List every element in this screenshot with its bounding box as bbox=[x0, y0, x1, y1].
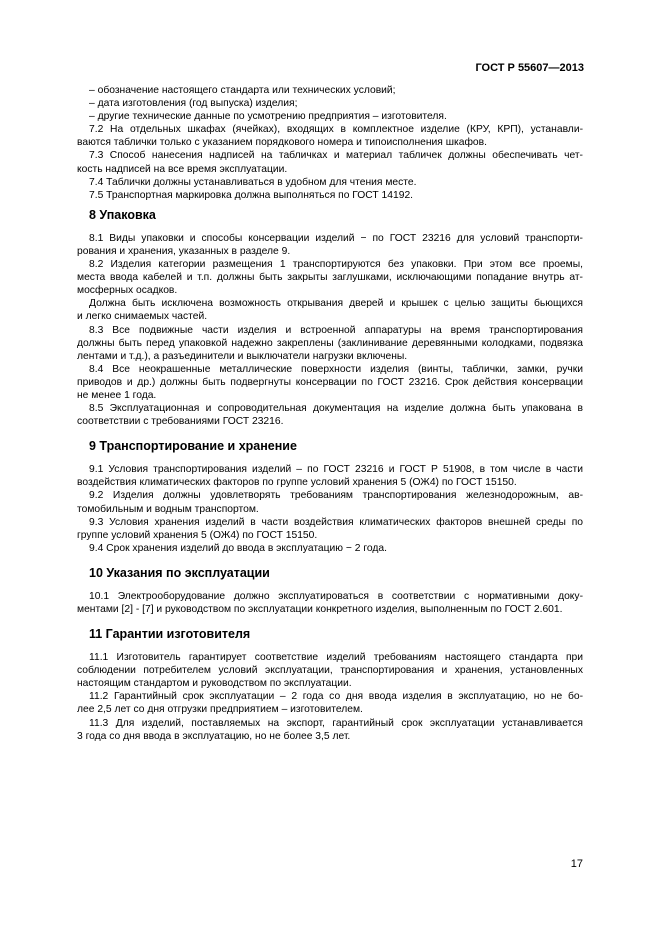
paragraph-11-3: 11.3 Для изделий, поставляемых на экспорт, гарантийный срок эксплуатации устанавливается 3 года со дня ввода в эксплуатацию, но не более 3,5 лет. bbox=[77, 717, 583, 742]
list-item: – дата изготовления (год выпуска) изделия; bbox=[89, 98, 298, 110]
paragraph-9-3: 9.3 Условия хранения изделий в части воздействия климатических факторов внешней среды по группе условий хранения 5 (ОЖ4) по ГОСТ 15150. bbox=[77, 516, 583, 541]
paragraph-10-1: 10.1 Электрооборудование должно эксплуатироваться в соответствии с нормативными доку- ментами [2] - [7] и руководством по эксплуатации конкретного изделия, выполненным по ГОСТ 2.601. bbox=[77, 590, 583, 615]
paragraph-9-4: 9.4 Срок хранения изделий до ввода в эксплуатацию − 2 года. bbox=[89, 542, 387, 554]
page-number: 17 bbox=[570, 858, 583, 870]
list-item: – обозначение настоящего стандарта или технических условий; bbox=[89, 85, 396, 96]
section-heading-11: 11 Гарантии изготовителя bbox=[89, 627, 251, 642]
paragraph-7-3: 7.3 Способ нанесения надписей на табличках и материал табличек должны обеспечивать чет- кость надписей на все время эксплуатации. bbox=[77, 150, 583, 175]
paragraph-9-2: 9.2 Изделия должны удовлетворять требованиям транспортирования железнодорожным, ав- томобильным и водным транспортом. bbox=[77, 490, 583, 515]
paragraph-8-2: 8.2 Изделия категории размещения 1 транспортируются без упаковки. При этом все проемы, места ввода кабелей и т.п. должны быть закрыты заглушками, исключающими попадание внутрь ат- мосферных осадков. bbox=[77, 259, 583, 297]
paragraph-8-2-continued: Должна быть исключена возможность открывания дверей и крышек с целью защиты бьющихся и легко снимаемых частей. bbox=[77, 298, 583, 323]
paragraph-7-4: 7.4 Таблички должны устанавливаться в удобном для чтения месте. bbox=[89, 176, 417, 188]
standard-id: ГОСТ Р 55607—2013 bbox=[475, 62, 584, 74]
paragraph-8-1: 8.1 Виды упаковки и способы консервации изделий − по ГОСТ 23216 для условий транспорти- рования и хранения, указанных в разделе 9. bbox=[77, 232, 583, 257]
paragraph-8-4: 8.4 Все неокрашенные металлические поверхности изделия (винты, таблички, замки, ручки приводов и др.) должны быть подвергнуты консервации по ГОСТ 23216. Срок действия консервации не менее 1 года. bbox=[77, 363, 583, 401]
paragraph-8-5: 8.5 Эксплуатационная и сопроводительная документация на изделие должна быть упакована в соответствии с требованиями ГОСТ 23216. bbox=[77, 403, 583, 428]
list-item: – другие технические данные по усмотрению предприятия – изготовителя. bbox=[89, 111, 447, 123]
section-heading-8: 8 Упаковка bbox=[89, 207, 156, 222]
paragraph-11-1: 11.1 Изготовитель гарантирует соответствие изделий требованиям настоящего стандарта при соблюдении потребителем условий эксплуатации, транспортирования и хранения, установленных настоящим стандартом и руководством по эксплуатации. bbox=[77, 652, 583, 690]
paragraph-8-3: 8.3 Все подвижные части изделия и встроенной аппаратуры на время транспортирования должны быть перед упаковкой надежно закреплены (заклинивание деревянными колодками, подвязка лентами и т.д.), а разъединители и выключатели нагрузки включены. bbox=[77, 324, 583, 362]
paragraph-7-2: 7.2 На отдельных шкафах (ячейках), входящих в комплектное изделие (КРУ, КРП), устанавли- ваются таблички только с указанием порядкового номера и типоисполнения шкафов. bbox=[77, 124, 583, 149]
paragraph-11-2: 11.2 Гарантийный срок эксплуатации – 2 года со дня ввода изделия в эксплуатацию, но не бо- лее 2,5 лет со дня отгрузки предприятием – изготовителем. bbox=[77, 691, 583, 716]
section-heading-10: 10 Указания по эксплуатации bbox=[89, 565, 270, 580]
paragraph-7-5: 7.5 Транспортная маркировка должна выполняться по ГОСТ 14192. bbox=[89, 189, 414, 201]
section-heading-9: 9 Транспортирование и хранение bbox=[89, 439, 297, 454]
page-content bbox=[77, 84, 583, 743]
paragraph-9-1: 9.1 Условия транспортирования изделий – по ГОСТ 23216 и ГОСТ Р 51908, в том числе в части воздействия климатических факторов по группе условий хранения 5 (ОЖ4) по ГОСТ 15150. bbox=[77, 464, 583, 489]
